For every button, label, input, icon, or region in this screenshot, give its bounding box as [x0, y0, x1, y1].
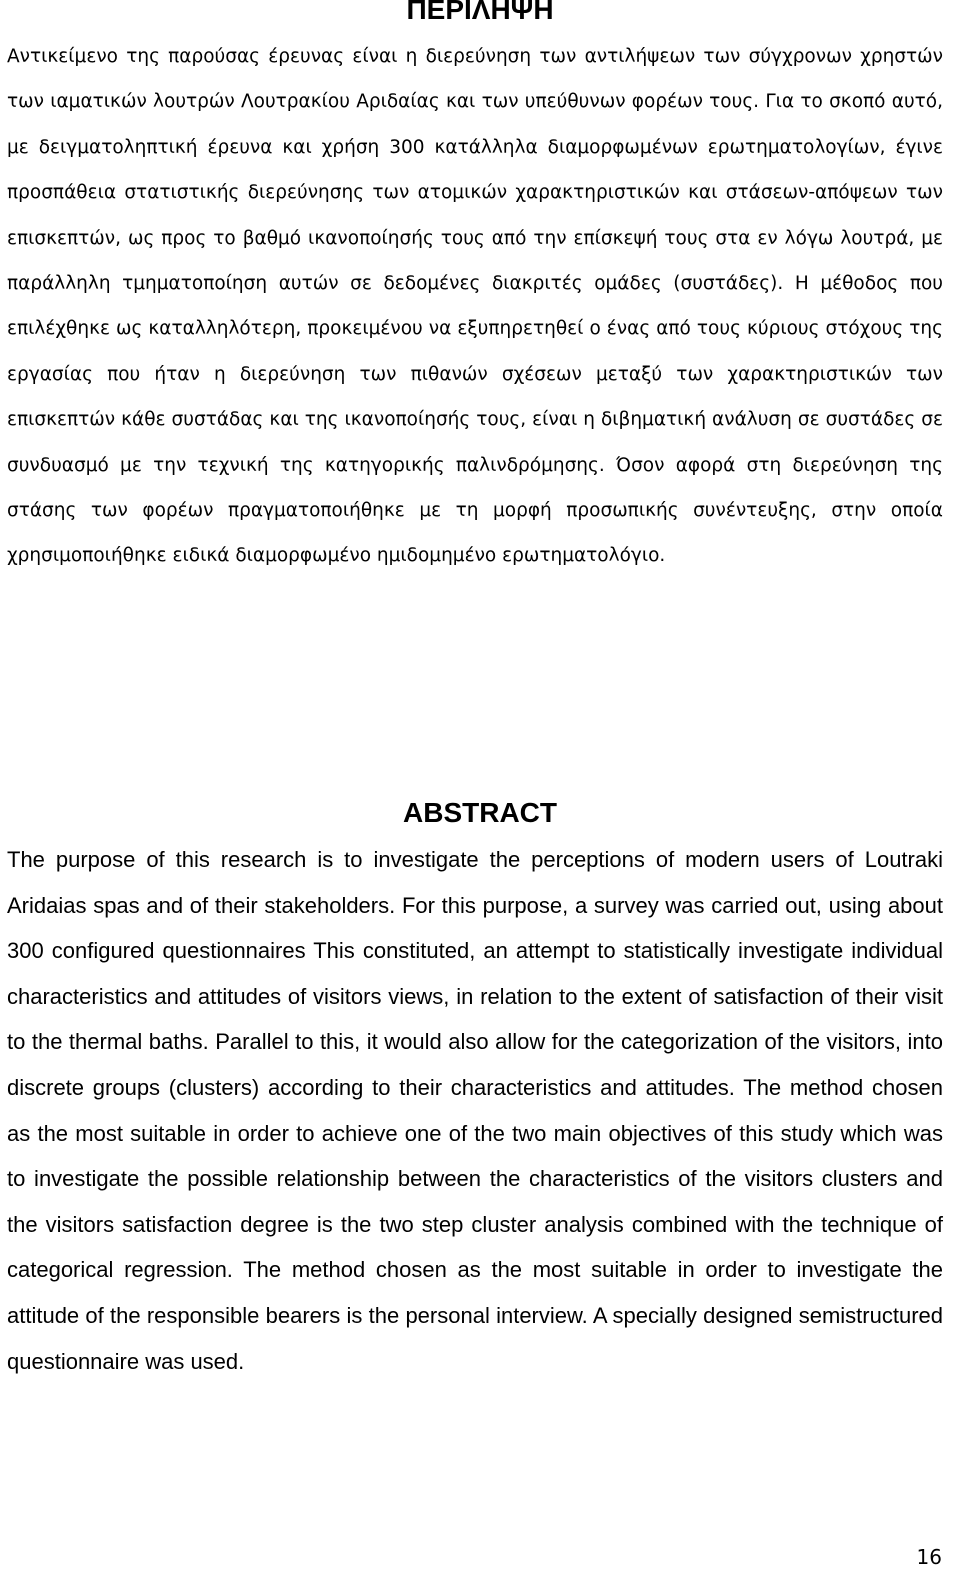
english-abstract-text: The purpose of this research is to investigate the perceptions of modern users of Loutraki Aridaias spas and of their stakeholders. For this purpose, a survey was carried out, using about 300 configured questionnaires This constituted, an attempt to statistically investigate individual characteristics and attitudes of visitors views, in relation to the extent of satisfaction of their visit to the thermal baths. Parallel to this, it would also allow for the categorization of the visitors, into discrete groups (clusters) according to their characteristics and attitudes. The method chosen as the most suitable in order to achieve one of the two main objectives of this study which was to investigate the possible relationship between the characteristics of the visitors clusters and the visitors satisfaction degree is the two step cluster analysis combined with the technique of categorical regression. The method chosen as the most suitable in order to investigate the attitude of the responsible bearers is the personal interview. A specially designed semistructured questionnaire was used. — [7, 847, 943, 1374]
greek-abstract-heading: ΠΕΡΙΛΗΨΗ — [406, 0, 554, 25]
greek-abstract-text: Αντικείμενο της παρούσας έρευνας είναι η διερεύνηση των αντιλήψεων των σύγχρονων χρηστών των ιαματικών λουτρών Λουτρακίου Αριδαίας και των υπεύθυνων φορέων τους. Για το σκοπό αυτό, με δειγματοληπτική έρευνα και χρήση 300 κατάλληλα διαμορφωμένων ερωτηματολογίων, έγινε προσπάθεια στατιστικής διερεύνησης των ατομικών χαρακτηριστικών και στάσεων-απόψεων των επισκεπτών, ως προς το βαθμό ικανοποίησής τους από την επίσκεψή τους στα εν λόγω λουτρά, με παράλληλη τμηματοποίηση αυτών σε δεδομένες διακριτές ομάδες (συστάδες). Η μέθοδος που επιλέχθηκε ως καταλληλότερη, προκειμένου να εξυπηρετηθεί ο ένας από τους κύριους στόχους της εργασίας που ήταν η διερεύνηση των πιθανών σχέσεων μεταξύ των χαρακτηριστικών των επισκεπτών κάθε συστάδας και της ικανοποίησής τους, είναι η διβηματική ανάλυση σε συστάδες σε συνδυασμό με την τεχνική της κατηγορικής παλινδρόμησης. Όσον αφορά στη διερεύνηση της στάσης των φορέων πραγματοποιήθηκε με τη μορφή προσωπικής συνέντευξης, στην οποία χρησιμοποιήθηκε ειδικά διαμορφωμένο ημιδομημένο ερωτηματολόγιο. — [7, 46, 943, 567]
page-number: 16 — [916, 1545, 942, 1569]
english-abstract-heading: ABSTRACT — [403, 797, 557, 828]
